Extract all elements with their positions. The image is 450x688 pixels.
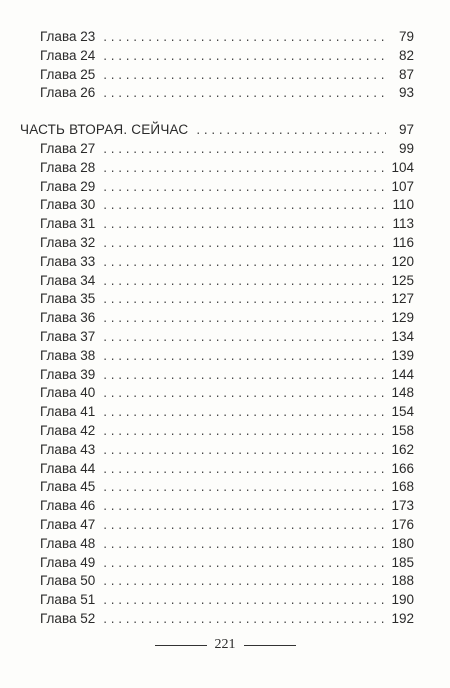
- toc-entry[interactable]: [20, 347, 414, 366]
- toc-entry[interactable]: [20, 591, 414, 610]
- chapter-page-number: 158: [391, 422, 414, 438]
- chapter-page-number: 166: [391, 460, 414, 476]
- chapter-title: Глава 48: [40, 535, 96, 551]
- chapter-title: Глава 40: [40, 385, 96, 401]
- part-page-number: 97: [398, 122, 414, 138]
- chapter-page-number: 192: [391, 610, 414, 626]
- chapter-page-number: 107: [391, 178, 414, 194]
- toc-entry[interactable]: [20, 28, 414, 47]
- chapter-title: Глава 28: [40, 159, 96, 175]
- leader-dots: [103, 478, 385, 497]
- chapter-page-number: 93: [398, 85, 414, 101]
- chapter-page-number: 134: [391, 328, 414, 344]
- chapter-title: Глава 49: [40, 554, 96, 570]
- toc-entry[interactable]: [20, 422, 414, 441]
- chapter-page-number: 144: [391, 366, 414, 382]
- chapter-page-number: 129: [391, 310, 414, 326]
- chapter-title: Глава 33: [40, 253, 96, 269]
- table-of-contents: [20, 28, 414, 629]
- chapter-title: Глава 35: [40, 291, 96, 307]
- toc-entry[interactable]: [20, 497, 414, 516]
- toc-entry[interactable]: [20, 178, 414, 197]
- toc-entry[interactable]: [20, 84, 414, 103]
- toc-entry[interactable]: [20, 384, 414, 403]
- leader-dots: [103, 347, 385, 366]
- chapter-title: Глава 32: [40, 234, 96, 250]
- chapter-page-number: 125: [391, 272, 414, 288]
- chapter-page-number: 79: [398, 29, 414, 44]
- chapter-title: Глава 26: [40, 85, 96, 101]
- chapter-page-number: 190: [391, 592, 414, 608]
- toc-entry[interactable]: [20, 554, 414, 573]
- leader-dots: [103, 159, 385, 178]
- toc-entry[interactable]: [20, 535, 414, 554]
- toc-group-part-two: [20, 140, 414, 629]
- chapter-page-number: 185: [391, 554, 414, 570]
- chapter-page-number: 180: [391, 535, 414, 551]
- toc-entry[interactable]: [20, 140, 414, 159]
- toc-entry[interactable]: [20, 460, 414, 479]
- leader-dots: [103, 84, 386, 103]
- leader-dots: [103, 610, 385, 629]
- toc-entry[interactable]: [20, 366, 414, 385]
- leader-dots: [103, 572, 385, 591]
- leader-dots: [103, 516, 385, 535]
- leader-dots: [103, 253, 385, 272]
- leader-dots: [103, 441, 385, 460]
- chapter-page-number: 87: [398, 66, 414, 82]
- leader-dots: [103, 309, 385, 328]
- leader-dots: [103, 28, 386, 47]
- toc-entry[interactable]: [20, 234, 414, 253]
- leader-dots: [103, 384, 385, 403]
- chapter-title: Глава 52: [40, 610, 96, 626]
- chapter-title: Глава 31: [40, 216, 96, 232]
- leader-dots: [103, 272, 385, 291]
- chapter-title: Глава 27: [40, 140, 96, 156]
- chapter-page-number: 104: [391, 159, 414, 175]
- chapter-page-number: 113: [392, 216, 414, 232]
- leader-dots: [103, 422, 385, 441]
- toc-entry[interactable]: [20, 441, 414, 460]
- chapter-title: Глава 30: [40, 197, 96, 213]
- chapter-title: Глава 51: [40, 592, 96, 608]
- chapter-page-number: 139: [391, 347, 414, 363]
- toc-entry[interactable]: [20, 66, 414, 85]
- chapter-title: Глава 47: [40, 516, 96, 532]
- part-title: ЧАСТЬ ВТОРАЯ. СЕЙЧАС: [20, 122, 189, 138]
- chapter-page-number: 168: [391, 479, 414, 495]
- chapter-title: Глава 42: [40, 422, 96, 438]
- footer-rule-left: [155, 645, 207, 646]
- chapter-page-number: 173: [391, 498, 414, 514]
- chapter-title: Глава 39: [40, 366, 96, 382]
- chapter-title: Глава 38: [40, 347, 96, 363]
- leader-dots: [103, 497, 385, 516]
- leader-dots: [103, 196, 386, 215]
- chapter-title: Глава 23: [40, 29, 96, 44]
- section-gap: [20, 103, 414, 121]
- toc-entry[interactable]: [20, 403, 414, 422]
- leader-dots: [103, 234, 386, 253]
- toc-entry[interactable]: [20, 290, 414, 309]
- toc-entry[interactable]: [20, 253, 414, 272]
- chapter-page-number: 116: [392, 234, 414, 250]
- toc-group-part-one-end: [20, 28, 414, 103]
- footer-rule-right: [244, 645, 296, 646]
- chapter-page-number: 162: [391, 441, 414, 457]
- chapter-title: Глава 46: [40, 498, 96, 514]
- leader-dots: [103, 66, 386, 85]
- chapter-title: Глава 36: [40, 310, 96, 326]
- toc-entry[interactable]: [20, 196, 414, 215]
- chapter-page-number: 110: [392, 197, 414, 213]
- leader-dots: [103, 366, 385, 385]
- chapter-title: Глава 24: [40, 47, 96, 63]
- chapter-page-number: 127: [391, 291, 414, 307]
- chapter-title: Глава 43: [40, 441, 96, 457]
- chapter-page-number: 148: [391, 385, 414, 401]
- page-footer: [0, 637, 450, 653]
- toc-entry[interactable]: [20, 478, 414, 497]
- chapter-page-number: 120: [391, 253, 414, 269]
- chapter-page-number: 154: [391, 404, 414, 420]
- chapter-page-number: 99: [398, 140, 414, 156]
- leader-dots: [103, 215, 386, 234]
- leader-dots: [103, 290, 385, 309]
- toc-entry[interactable]: [20, 572, 414, 591]
- chapter-title: Глава 34: [40, 272, 96, 288]
- toc-entry[interactable]: [20, 215, 414, 234]
- toc-entry[interactable]: [20, 272, 414, 291]
- chapter-page-number: 188: [391, 573, 414, 589]
- leader-dots: [103, 460, 385, 479]
- leader-dots: [103, 47, 386, 66]
- chapter-title: Глава 45: [40, 479, 96, 495]
- toc-entry[interactable]: [20, 328, 414, 347]
- chapter-title: Глава 44: [40, 460, 96, 476]
- leader-dots: [103, 140, 386, 159]
- toc-entry[interactable]: [20, 309, 414, 328]
- leader-dots: [103, 591, 385, 610]
- leader-dots: [103, 328, 385, 347]
- leader-dots: [103, 403, 385, 422]
- toc-entry[interactable]: [20, 47, 414, 66]
- leader-dots: [103, 178, 385, 197]
- toc-entry[interactable]: [20, 516, 414, 535]
- chapter-title: Глава 29: [40, 178, 96, 194]
- chapter-title: Глава 25: [40, 66, 96, 82]
- chapter-page-number: 82: [398, 47, 414, 63]
- leader-dots: [103, 535, 385, 554]
- page-number: 221: [214, 637, 236, 652]
- toc-entry[interactable]: [20, 159, 414, 178]
- toc-entry[interactable]: [20, 610, 414, 629]
- toc-part-heading[interactable]: [20, 121, 414, 140]
- chapter-title: Глава 41: [40, 404, 96, 420]
- leader-dots: [196, 121, 386, 140]
- chapter-page-number: 176: [391, 516, 414, 532]
- chapter-title: Глава 50: [40, 573, 96, 589]
- chapter-title: Глава 37: [40, 328, 96, 344]
- leader-dots: [103, 554, 385, 573]
